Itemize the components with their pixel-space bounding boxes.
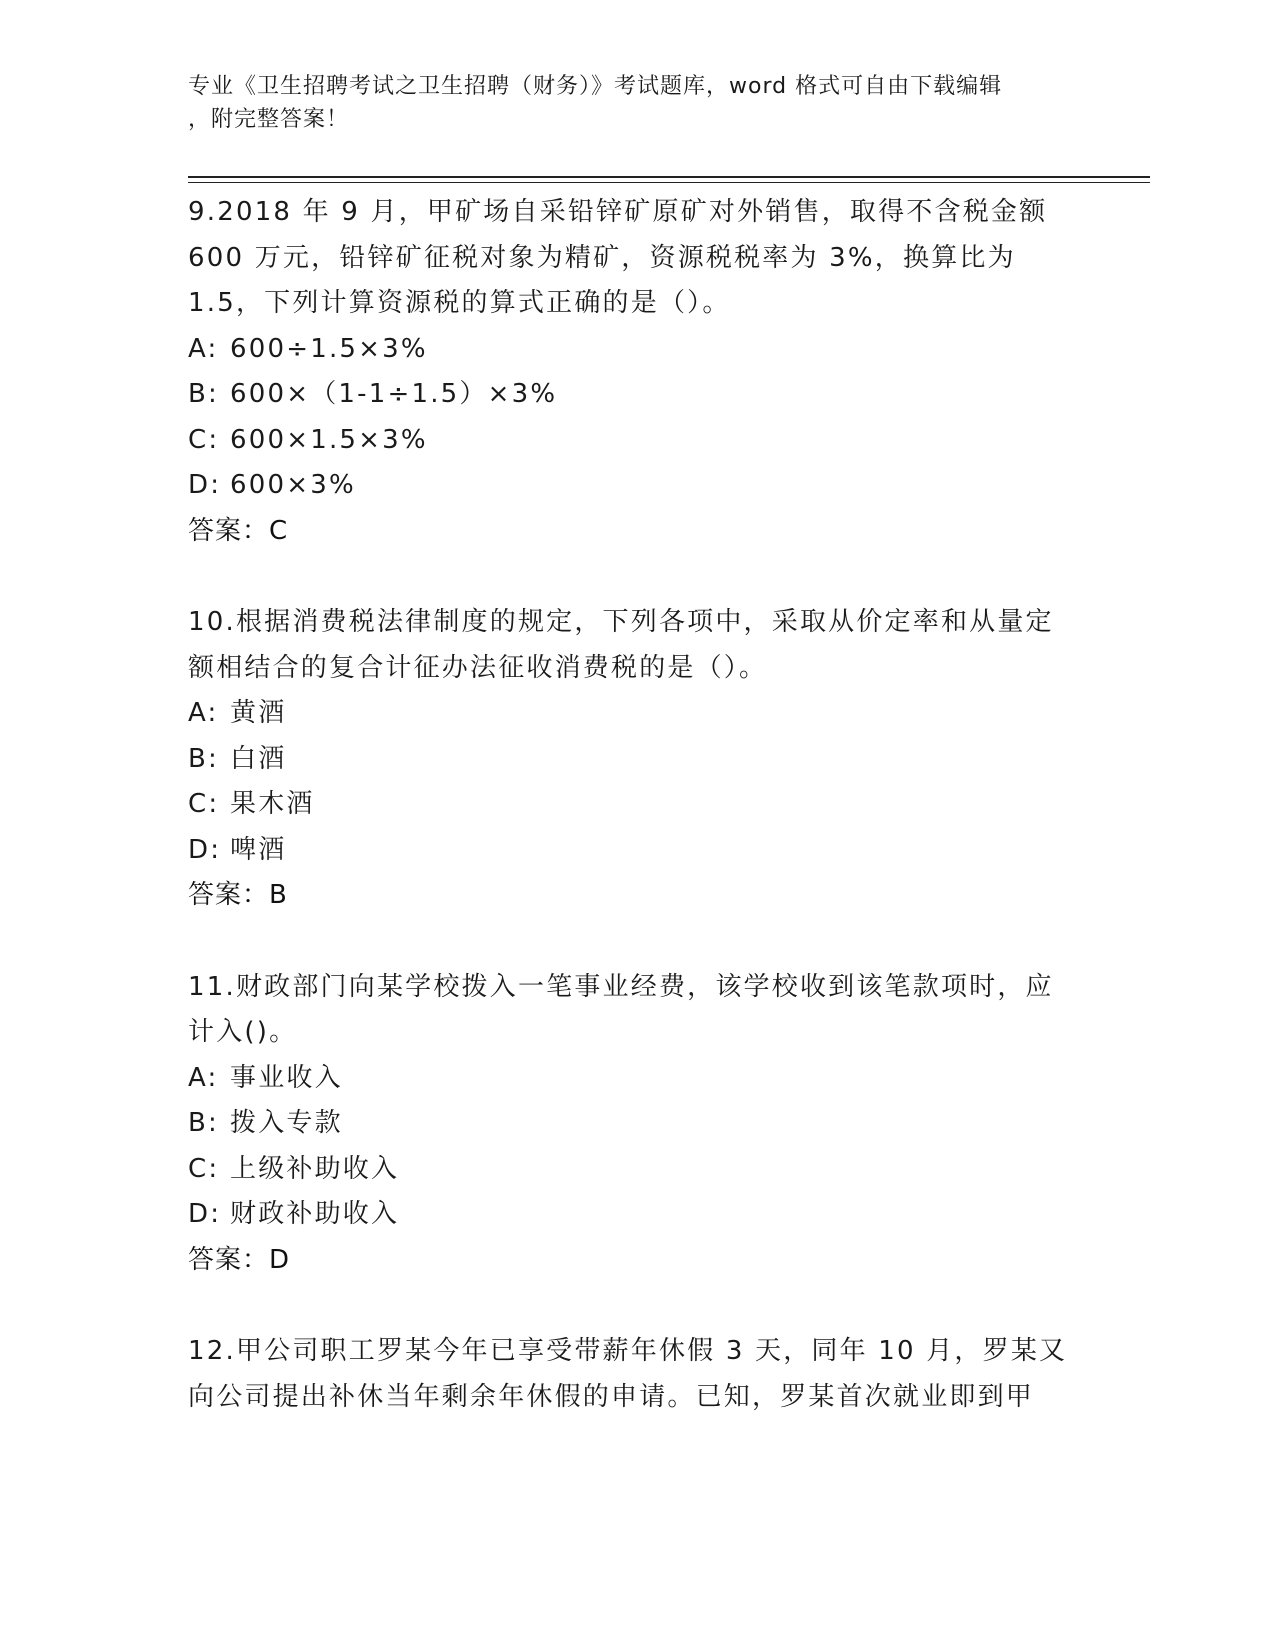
option-c bbox=[188, 782, 1088, 828]
option-letter: D: bbox=[188, 470, 222, 500]
option-letter: D: bbox=[188, 834, 222, 865]
option-letter: D: bbox=[188, 1199, 222, 1229]
option-d bbox=[188, 463, 1088, 509]
option-b bbox=[188, 737, 1088, 783]
header-divider-thin bbox=[188, 182, 1150, 183]
option-text: 白酒 bbox=[230, 743, 287, 774]
option-c bbox=[188, 1147, 1088, 1193]
option-a bbox=[188, 691, 1088, 737]
option-text: 上级补助收入 bbox=[230, 1153, 400, 1184]
option-letter: C: bbox=[188, 789, 220, 819]
question-11 bbox=[188, 965, 1088, 1284]
option-text: 啤酒 bbox=[230, 834, 287, 865]
option-c bbox=[188, 418, 1088, 464]
header-line-1: 专业《卫生招聘考试之卫生招聘（财务）》考试题库，word 格式可自由下载编辑 bbox=[188, 74, 1003, 99]
option-letter: C: bbox=[188, 1153, 220, 1184]
question-10 bbox=[188, 600, 1088, 919]
question-stem: 9.2018 年 9 月，甲矿场自采铅锌矿原矿对外销售，取得不含税金额 600 万元，铅锌矿征税对象为精矿，资源税税率为 3%，换算比为 1.5，下列计算资源税的算式正确的是（）。 bbox=[188, 197, 1048, 318]
answer-line: 答案：D bbox=[188, 1244, 291, 1275]
answer-line: 答案：C bbox=[188, 515, 289, 546]
option-letter: B: bbox=[188, 1108, 219, 1138]
option-letter: A: bbox=[188, 698, 219, 728]
option-text: 事业收入 bbox=[230, 1062, 343, 1093]
option-text: 黄酒 bbox=[230, 698, 287, 728]
question-12 bbox=[188, 1329, 1088, 1420]
option-text: 600×（1-1÷1.5）×3% bbox=[230, 379, 558, 409]
option-letter: B: bbox=[188, 743, 219, 774]
option-text: 600×1.5×3% bbox=[230, 424, 428, 455]
question-stem: 10.根据消费税法律制度的规定，下列各项中，采取从价定率和从量定额相结合的复合计征办法征收消费税的是（）。 bbox=[188, 607, 1054, 683]
header-divider-thick bbox=[188, 176, 1150, 178]
option-text: 财政补助收入 bbox=[230, 1199, 400, 1229]
question-stem: 12.甲公司职工罗某今年已享受带薪年休假 3 天，同年 10 月，罗某又向公司提出补休当年剩余年休假的申请。已知，罗某首次就业即到甲 bbox=[188, 1336, 1068, 1412]
question-9 bbox=[188, 190, 1088, 554]
option-a bbox=[188, 327, 1088, 373]
option-text: 600÷1.5×3% bbox=[230, 333, 428, 364]
header-line-2: ，附完整答案！ bbox=[188, 107, 350, 132]
document-header bbox=[188, 70, 1068, 136]
question-stem: 11.财政部门向某学校拨入一笔事业经费，该学校收到该笔款项时，应计入()。 bbox=[188, 971, 1054, 1047]
option-letter: B: bbox=[188, 379, 219, 409]
option-letter: A: bbox=[188, 333, 219, 364]
option-letter: A: bbox=[188, 1062, 219, 1093]
option-letter: C: bbox=[188, 424, 220, 455]
answer-line: 答案：B bbox=[188, 880, 288, 910]
option-d bbox=[188, 828, 1088, 874]
option-b bbox=[188, 372, 1088, 418]
question-list bbox=[188, 190, 1088, 1420]
option-text: 果木酒 bbox=[230, 789, 315, 819]
option-text: 拨入专款 bbox=[230, 1108, 343, 1138]
option-text: 600×3% bbox=[230, 470, 356, 500]
option-b bbox=[188, 1101, 1088, 1147]
option-d bbox=[188, 1192, 1088, 1238]
option-a bbox=[188, 1056, 1088, 1102]
